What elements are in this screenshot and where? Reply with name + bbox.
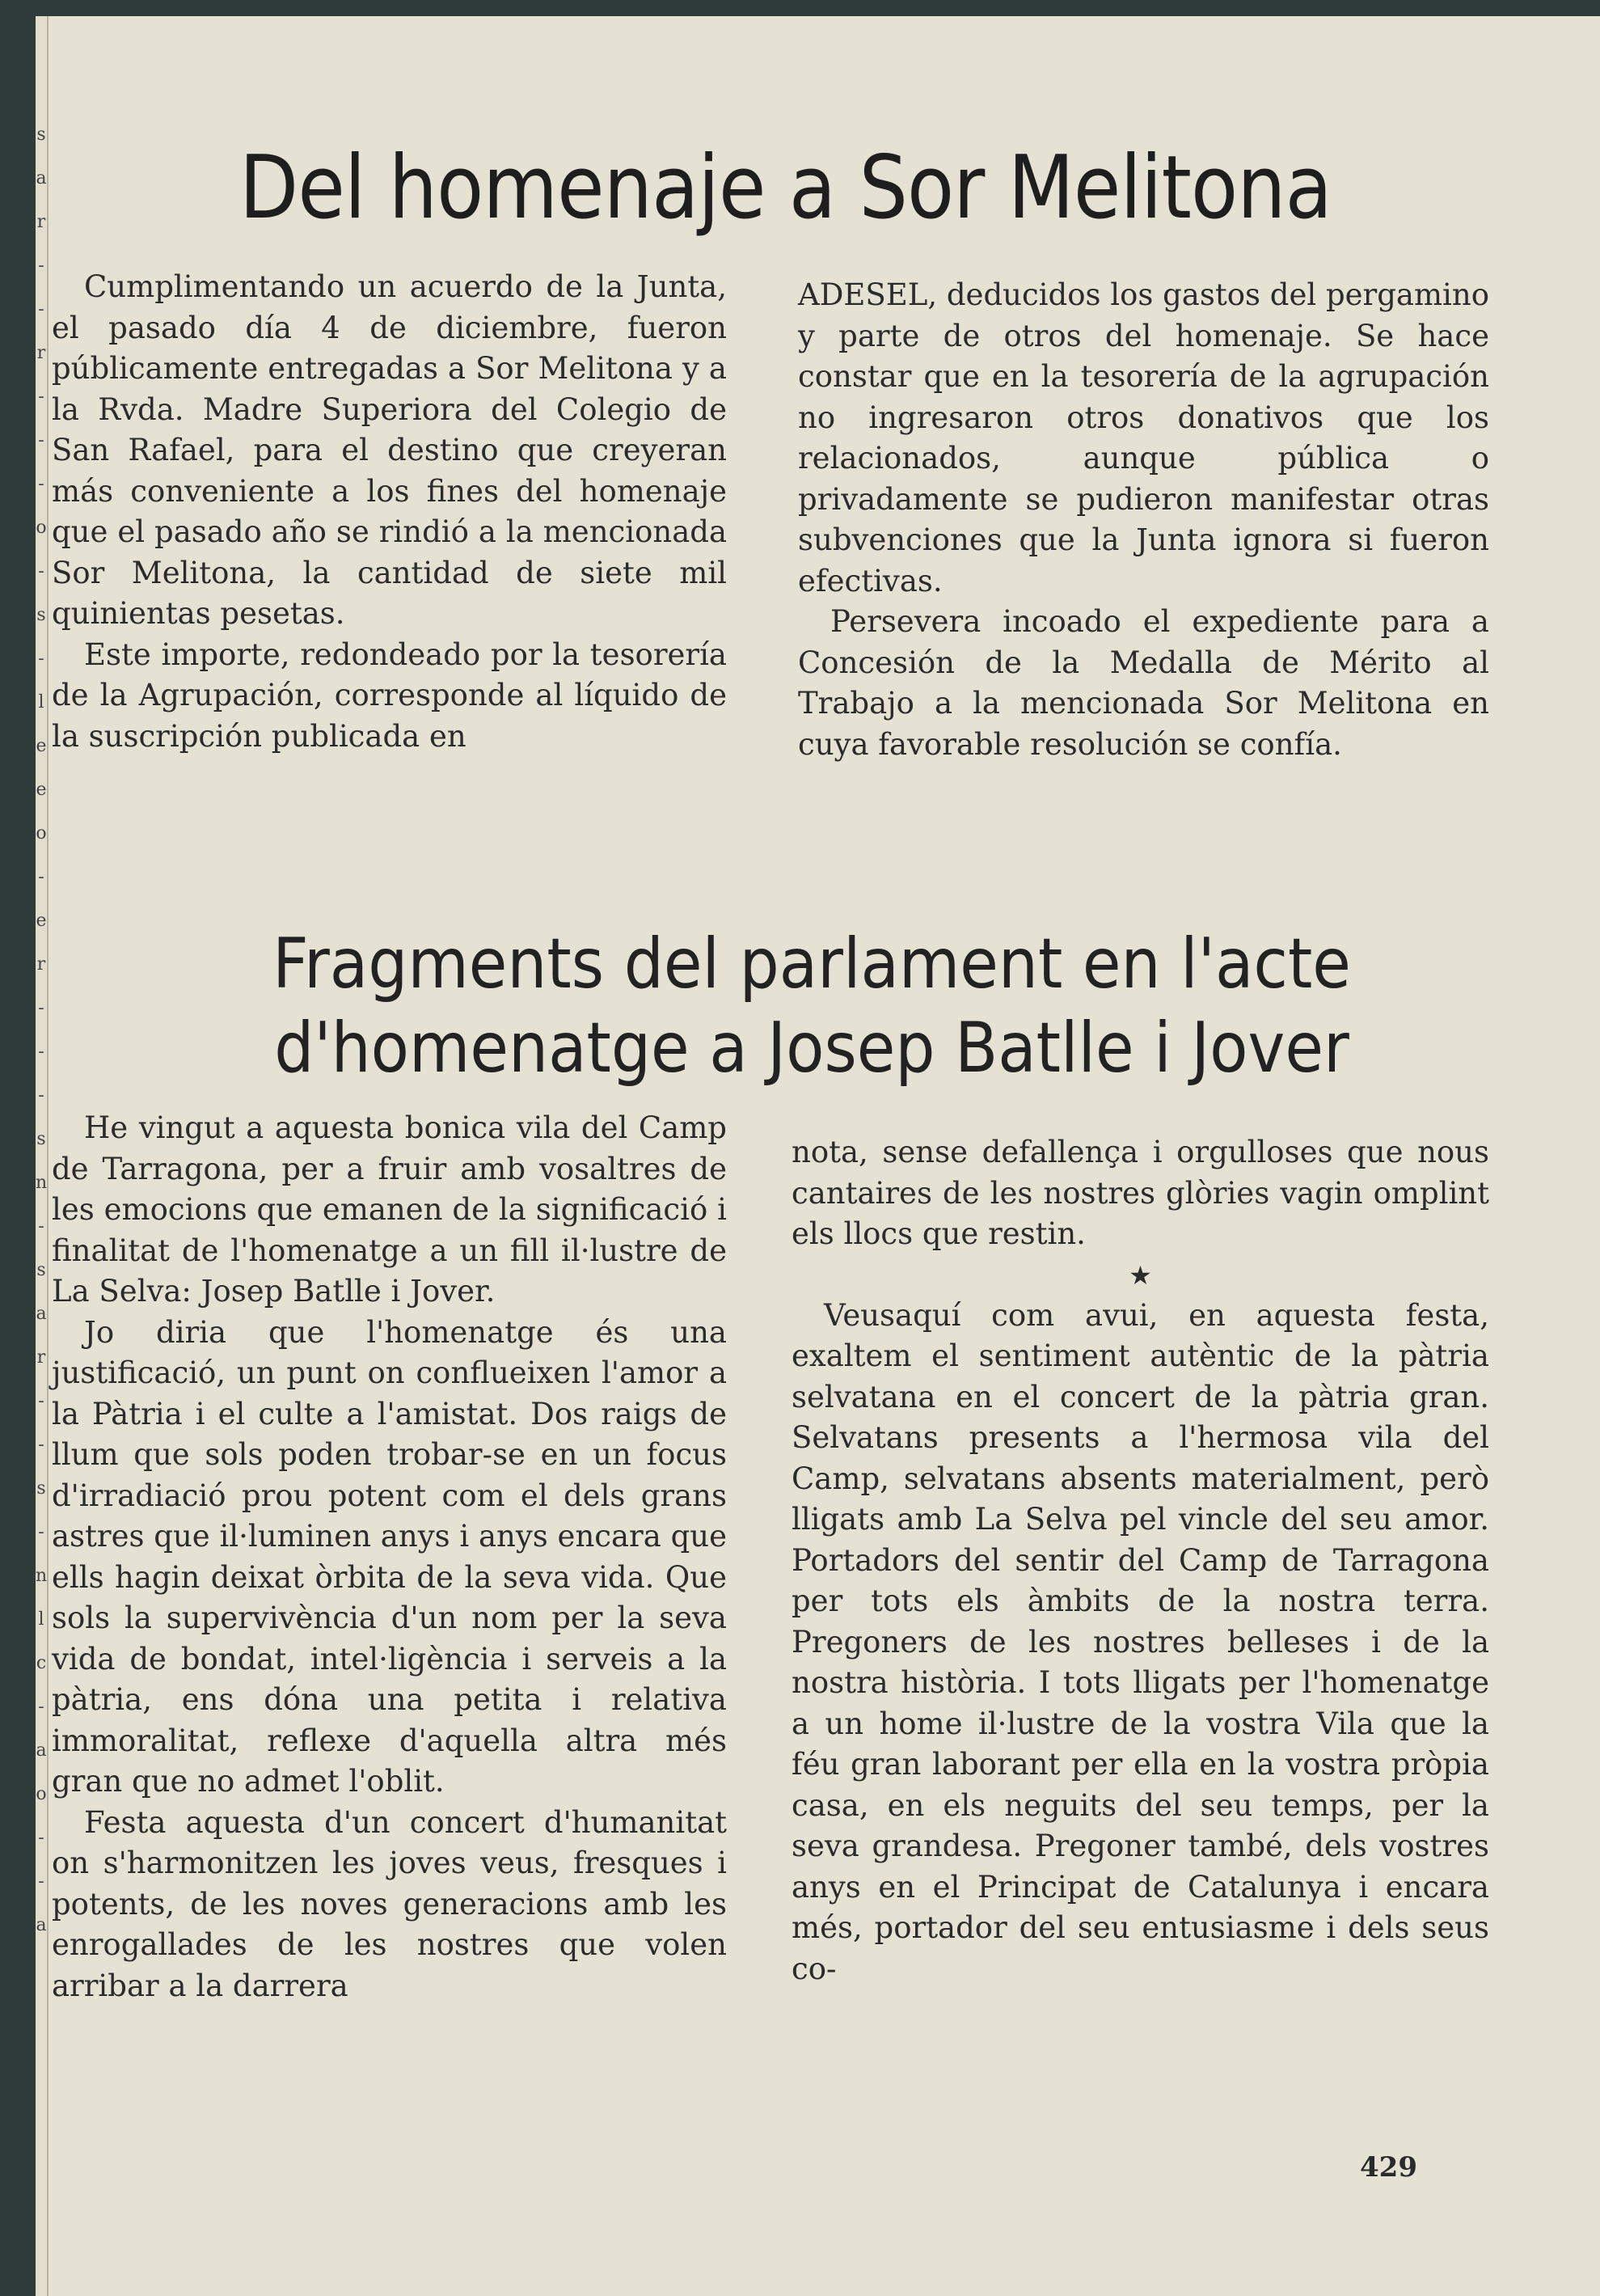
gutter-letter: - xyxy=(38,430,44,450)
article2-paragraph: Jo diria que l'homenatge és una justificació, un punt on conflueixen l'amor a la Pàtria i el culte a l'amistat. Dos raigs de llum que sols poden trobar-se en un focus d'irradiació prou potent com el dels grans astres que il·luminen anys i anys encara que ells hagin deixat òrbita de la seva vida. Que sols la supervivència d'un nom per la seva vida de bondat, intel·ligència i serveis a la pàtria, ens dóna una petita i relativa immoralitat, reflexe d'aquella altra més gran que no admet l'oblit. xyxy=(52,1314,727,1799)
gutter-letter: a xyxy=(36,1304,47,1324)
gutter-letter: - xyxy=(38,387,44,407)
gutter-letter: a xyxy=(36,1915,47,1935)
article1-left-column xyxy=(52,267,727,757)
gutter-letter: l xyxy=(38,692,44,712)
gutter-letter: l xyxy=(38,1609,44,1630)
gutter-letter: - xyxy=(38,1522,44,1542)
gutter-letter: a xyxy=(36,168,47,188)
page-number: 429 xyxy=(1360,2151,1417,2184)
gutter-letter: e xyxy=(36,736,47,756)
gutter-letter: - xyxy=(38,1828,44,1848)
gutter-letter: e xyxy=(36,911,47,931)
gutter-letter: - xyxy=(38,649,44,669)
article2-paragraph: Festa aquesta d'un concert d'humanitat on s'harmonitzen les joves veus, fresques i potents, de les noves generacions amb les enrogallades de les nostres que volen arribar a la darrera xyxy=(52,1804,727,2003)
section-separator-star: ★ xyxy=(1129,1259,1152,1291)
article2-left-column xyxy=(52,1108,727,2006)
gutter-letter: - xyxy=(38,1216,44,1237)
article1-title: Del homenaje a Sor Melitona xyxy=(239,137,1332,239)
gutter-letter: - xyxy=(38,561,44,581)
gutter-letter: a xyxy=(36,1740,47,1761)
article1-paragraph: Persevera incoado el expediente para a Concesión de la Medalla de Mérito al Trabajo a la mencionada Sor Melitona en cuya favorable resolución se confía. xyxy=(798,604,1489,762)
article1-paragraph: ADESEL, deducidos los gastos del pergamino y parte de otros del homenaje. Se hace constar que en la tesorería de la agrupación no ingresaron otros donativos que los relacionados, aunque pública o privadamente se pudieron manifestar otras subvenciones que la Junta ignora si fueron efectivas. xyxy=(798,277,1489,598)
gutter-letter: r xyxy=(36,343,46,363)
gutter-letters xyxy=(36,113,47,1947)
article2-title-line1: Fragments del parlament en l'acte xyxy=(272,924,1351,1004)
gutter-letter: - xyxy=(38,1391,44,1411)
gutter-letter: o xyxy=(36,823,47,844)
gutter-letter: e xyxy=(36,780,47,800)
gutter-letter: - xyxy=(38,867,44,887)
article1-paragraph: Cumplimentando un acuerdo de la Junta, el pasado día 4 de diciembre, fueron públicamente entregadas a Sor Melitona y a la Rvda. Madre Superiora del Colegio de San Rafael, para el destino que creyeran más conveniente a los fines del homenaje que el pasado año se rindió a la mencionada Sor Melitona, la cantidad de siete mil quinientas pesetas. xyxy=(52,269,727,631)
gutter-letter: - xyxy=(38,1042,44,1062)
gutter-letter: s xyxy=(36,1478,46,1499)
left-gutter-bleed xyxy=(36,16,49,2296)
gutter-letter: r xyxy=(36,954,46,975)
gutter-letter: n xyxy=(36,1173,48,1193)
gutter-letter: - xyxy=(38,256,44,276)
gutter-letter: s xyxy=(36,1129,46,1149)
gutter-letter: r xyxy=(36,1347,46,1368)
gutter-letter: - xyxy=(38,998,44,1018)
gutter-letter: - xyxy=(38,299,44,319)
article2-title xyxy=(244,922,1379,1090)
gutter-letter: - xyxy=(38,1435,44,1455)
gutter-letter: s xyxy=(36,125,46,145)
article2-paragraph: He vingut a aquesta bonica vila del Camp de Tarragona, per a fruir amb vosaltres de les emocions que emanen de la significació i finalitat de l'homenatge a un fill il·lustre de La Selva: Josep Batlle i Jover. xyxy=(52,1110,727,1309)
gutter-letter: s xyxy=(36,1260,46,1280)
gutter-letter: - xyxy=(38,474,44,494)
article1-paragraph: Este importe, redondeado por la tesorería de la Agrupación, corresponde al líquido de la suscripción publicada en xyxy=(52,636,727,754)
page xyxy=(36,16,1600,2296)
gutter-letter: c xyxy=(36,1653,47,1673)
gutter-letter: o xyxy=(36,518,47,538)
gutter-letter: r xyxy=(36,212,46,232)
gutter-letter: - xyxy=(38,1085,44,1106)
gutter-letter: - xyxy=(38,1697,44,1717)
gutter-letter: n xyxy=(36,1566,48,1586)
gutter-letter: o xyxy=(36,1784,47,1804)
article1-right-column xyxy=(798,275,1489,765)
gutter-letter: - xyxy=(38,1871,44,1892)
gutter-letter: s xyxy=(36,605,46,625)
article2-paragraph: Veusaquí com avui, en aquesta festa, exaltem el sentiment autèntic de la pàtria selvatana en el concert de la pàtria gran. Selvatans presents a l'hermosa vila del Camp, selvatans absents materialment, però lligats amb La Selva pel vincle del seu amor. Portadors del sentir del Camp de Tarragona per tots els àmbits de la nostra terra. Pregoners de les nostres belleses i de la nostra història. I tots lligats per l'homenatge a un home il·lustre de la vostra Vila que la féu gran laborant per ella en la vostra pròpia casa, en els neguits del seu temps, per la seva grandesa. Pregoner també, dels vostres anys en el Principat de Catalunya i encara més, portador del seu entusiasme i dels seus co- xyxy=(792,1297,1489,1986)
article2-paragraph: nota, sense defallença i orgulloses que nous cantaires de les nostres glòries vagin omplint els llocs que restin. xyxy=(792,1135,1489,1251)
article2-title-line2: d'homenatge a Josep Batlle i Jover xyxy=(274,1008,1349,1089)
article2-right-column xyxy=(792,1132,1489,1989)
